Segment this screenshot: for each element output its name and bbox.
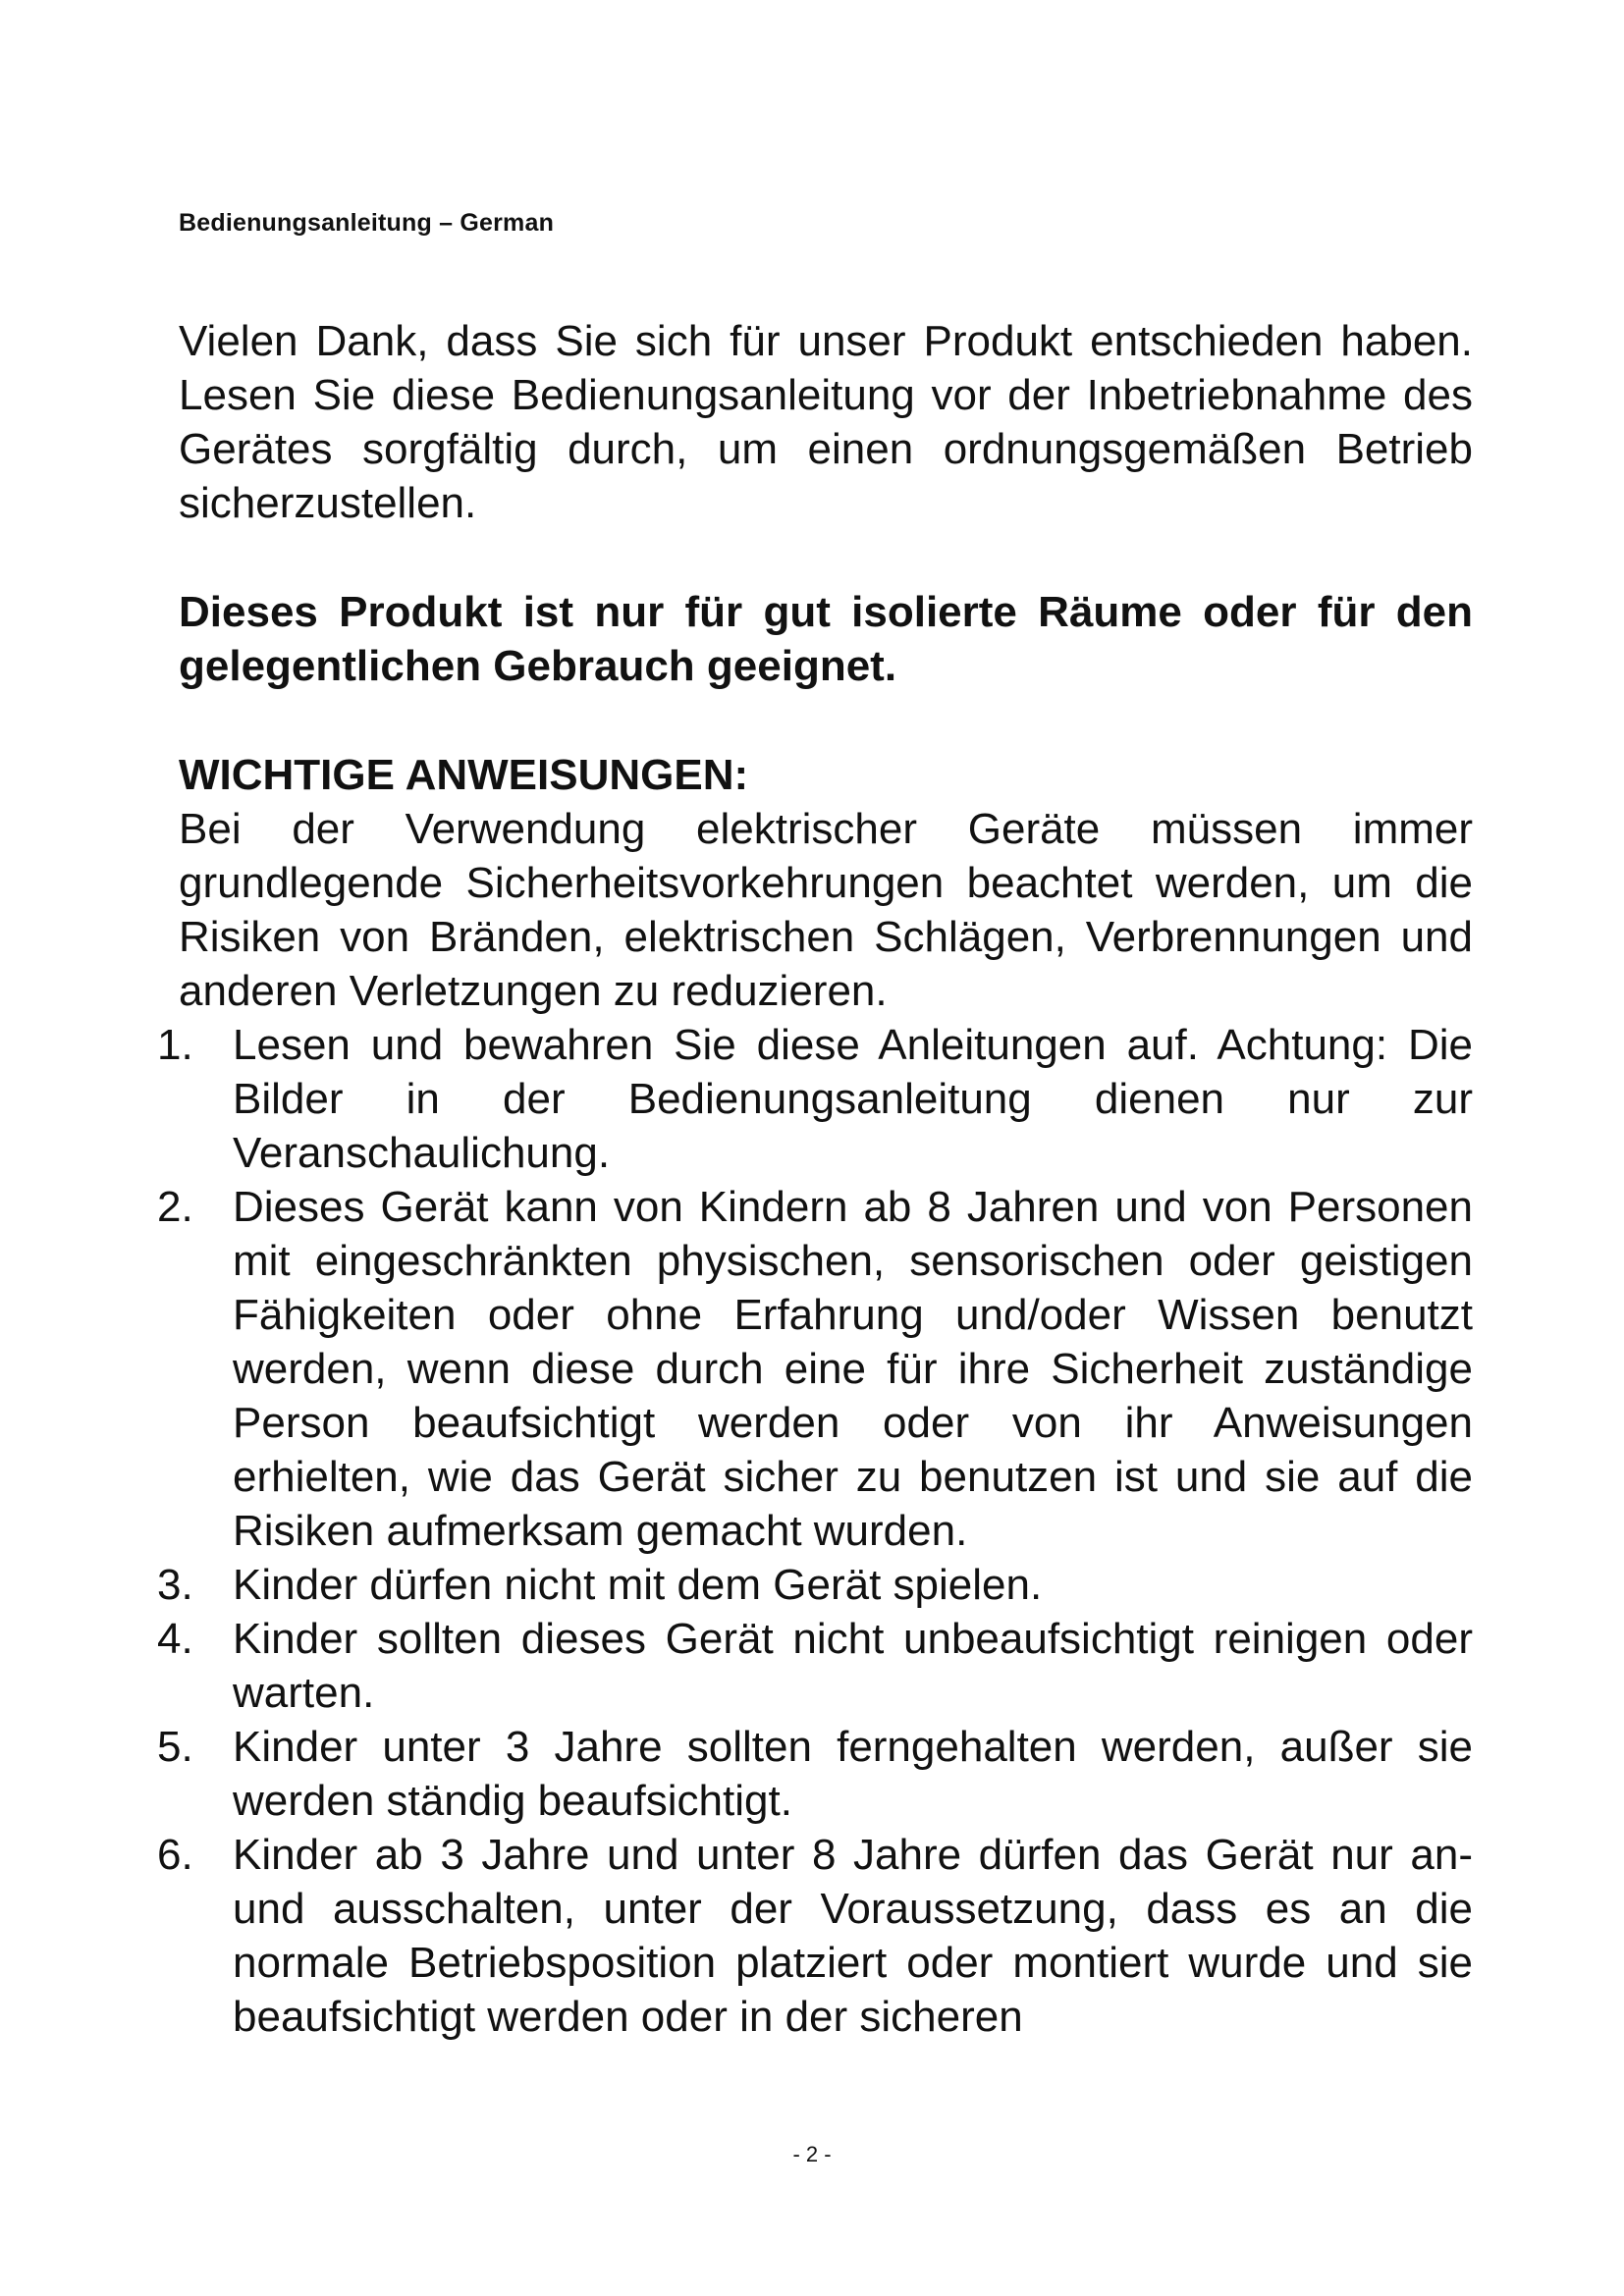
list-item — [157, 1558, 1473, 1612]
page-number: - 2 - — [792, 2142, 832, 2166]
list-item-number: 2. — [157, 1183, 193, 1231]
section-intro: Bei der Verwendung elektrischer Geräte müssen immer grundlegende Sicherheitsvorkehrungen beachtet werden, um die Risiken von Bränden, elektrischen Schlägen, Verbrennungen und anderen Verletzungen zu reduzieren. — [179, 805, 1473, 1015]
instruction-list — [157, 1018, 1473, 2044]
usage-notice: Dieses Produkt ist nur für gut isolierte Räume oder für den gelegentlichen Gebrauch geeignet. — [179, 588, 1473, 690]
list-item-number: 4. — [157, 1615, 193, 1663]
list-item — [157, 1720, 1473, 1828]
page-header: Bedienungsanleitung – German — [179, 209, 555, 237]
list-item-number: 6. — [157, 1831, 193, 1879]
list-item — [157, 1828, 1473, 2044]
list-item — [157, 1612, 1473, 1720]
list-item-text: Kinder dürfen nicht mit dem Gerät spielen. — [233, 1561, 1043, 1609]
list-item-number: 5. — [157, 1723, 193, 1771]
list-item-text: Kinder sollten dieses Gerät nicht unbeaufsichtigt reinigen oder warten. — [233, 1615, 1473, 1717]
list-item — [157, 1180, 1473, 1558]
section-heading: WICHTIGE ANWEISUNGEN: — [179, 751, 749, 799]
list-item-text: Dieses Gerät kann von Kindern ab 8 Jahren und von Personen mit eingeschränkten physischen, sensorischen oder geistigen Fähigkeiten oder ohne Erfahrung und/oder Wissen benutzt werden, wenn diese durch eine für ihre Sicherheit zuständige Person beaufsichtigt werden oder von ihr Anweisungen erhielten, wie das Gerät sicher zu benutzen ist und sie auf die Risiken aufmerksam gemacht wurden. — [233, 1183, 1473, 1555]
page-content — [157, 314, 1473, 2044]
list-item-number: 3. — [157, 1561, 193, 1609]
list-item-text: Lesen und bewahren Sie diese Anleitungen auf. Achtung: Die Bilder in der Bedienungsanleitung dienen nur zur Veranschaulichung. — [233, 1021, 1473, 1177]
list-item — [157, 1018, 1473, 1180]
list-item-text: Kinder ab 3 Jahre und unter 8 Jahre dürfen das Gerät nur an- und ausschalten, unter der Voraussetzung, dass es an die normale Betriebsposition platziert oder montiert wurde und sie beaufsichtigt werden oder in der sicheren — [233, 1831, 1473, 2041]
intro-paragraph: Vielen Dank, dass Sie sich für unser Produkt entschieden haben. Lesen Sie diese Bedienungsanleitung vor der Inbetriebnahme des Gerätes sorgfältig durch, um einen ordnungsgemäßen Betrieb sicherzustellen. — [179, 317, 1473, 527]
list-item-text: Kinder unter 3 Jahre sollten ferngehalten werden, außer sie werden ständig beaufsichtigt. — [233, 1723, 1473, 1825]
list-item-number: 1. — [157, 1021, 193, 1069]
